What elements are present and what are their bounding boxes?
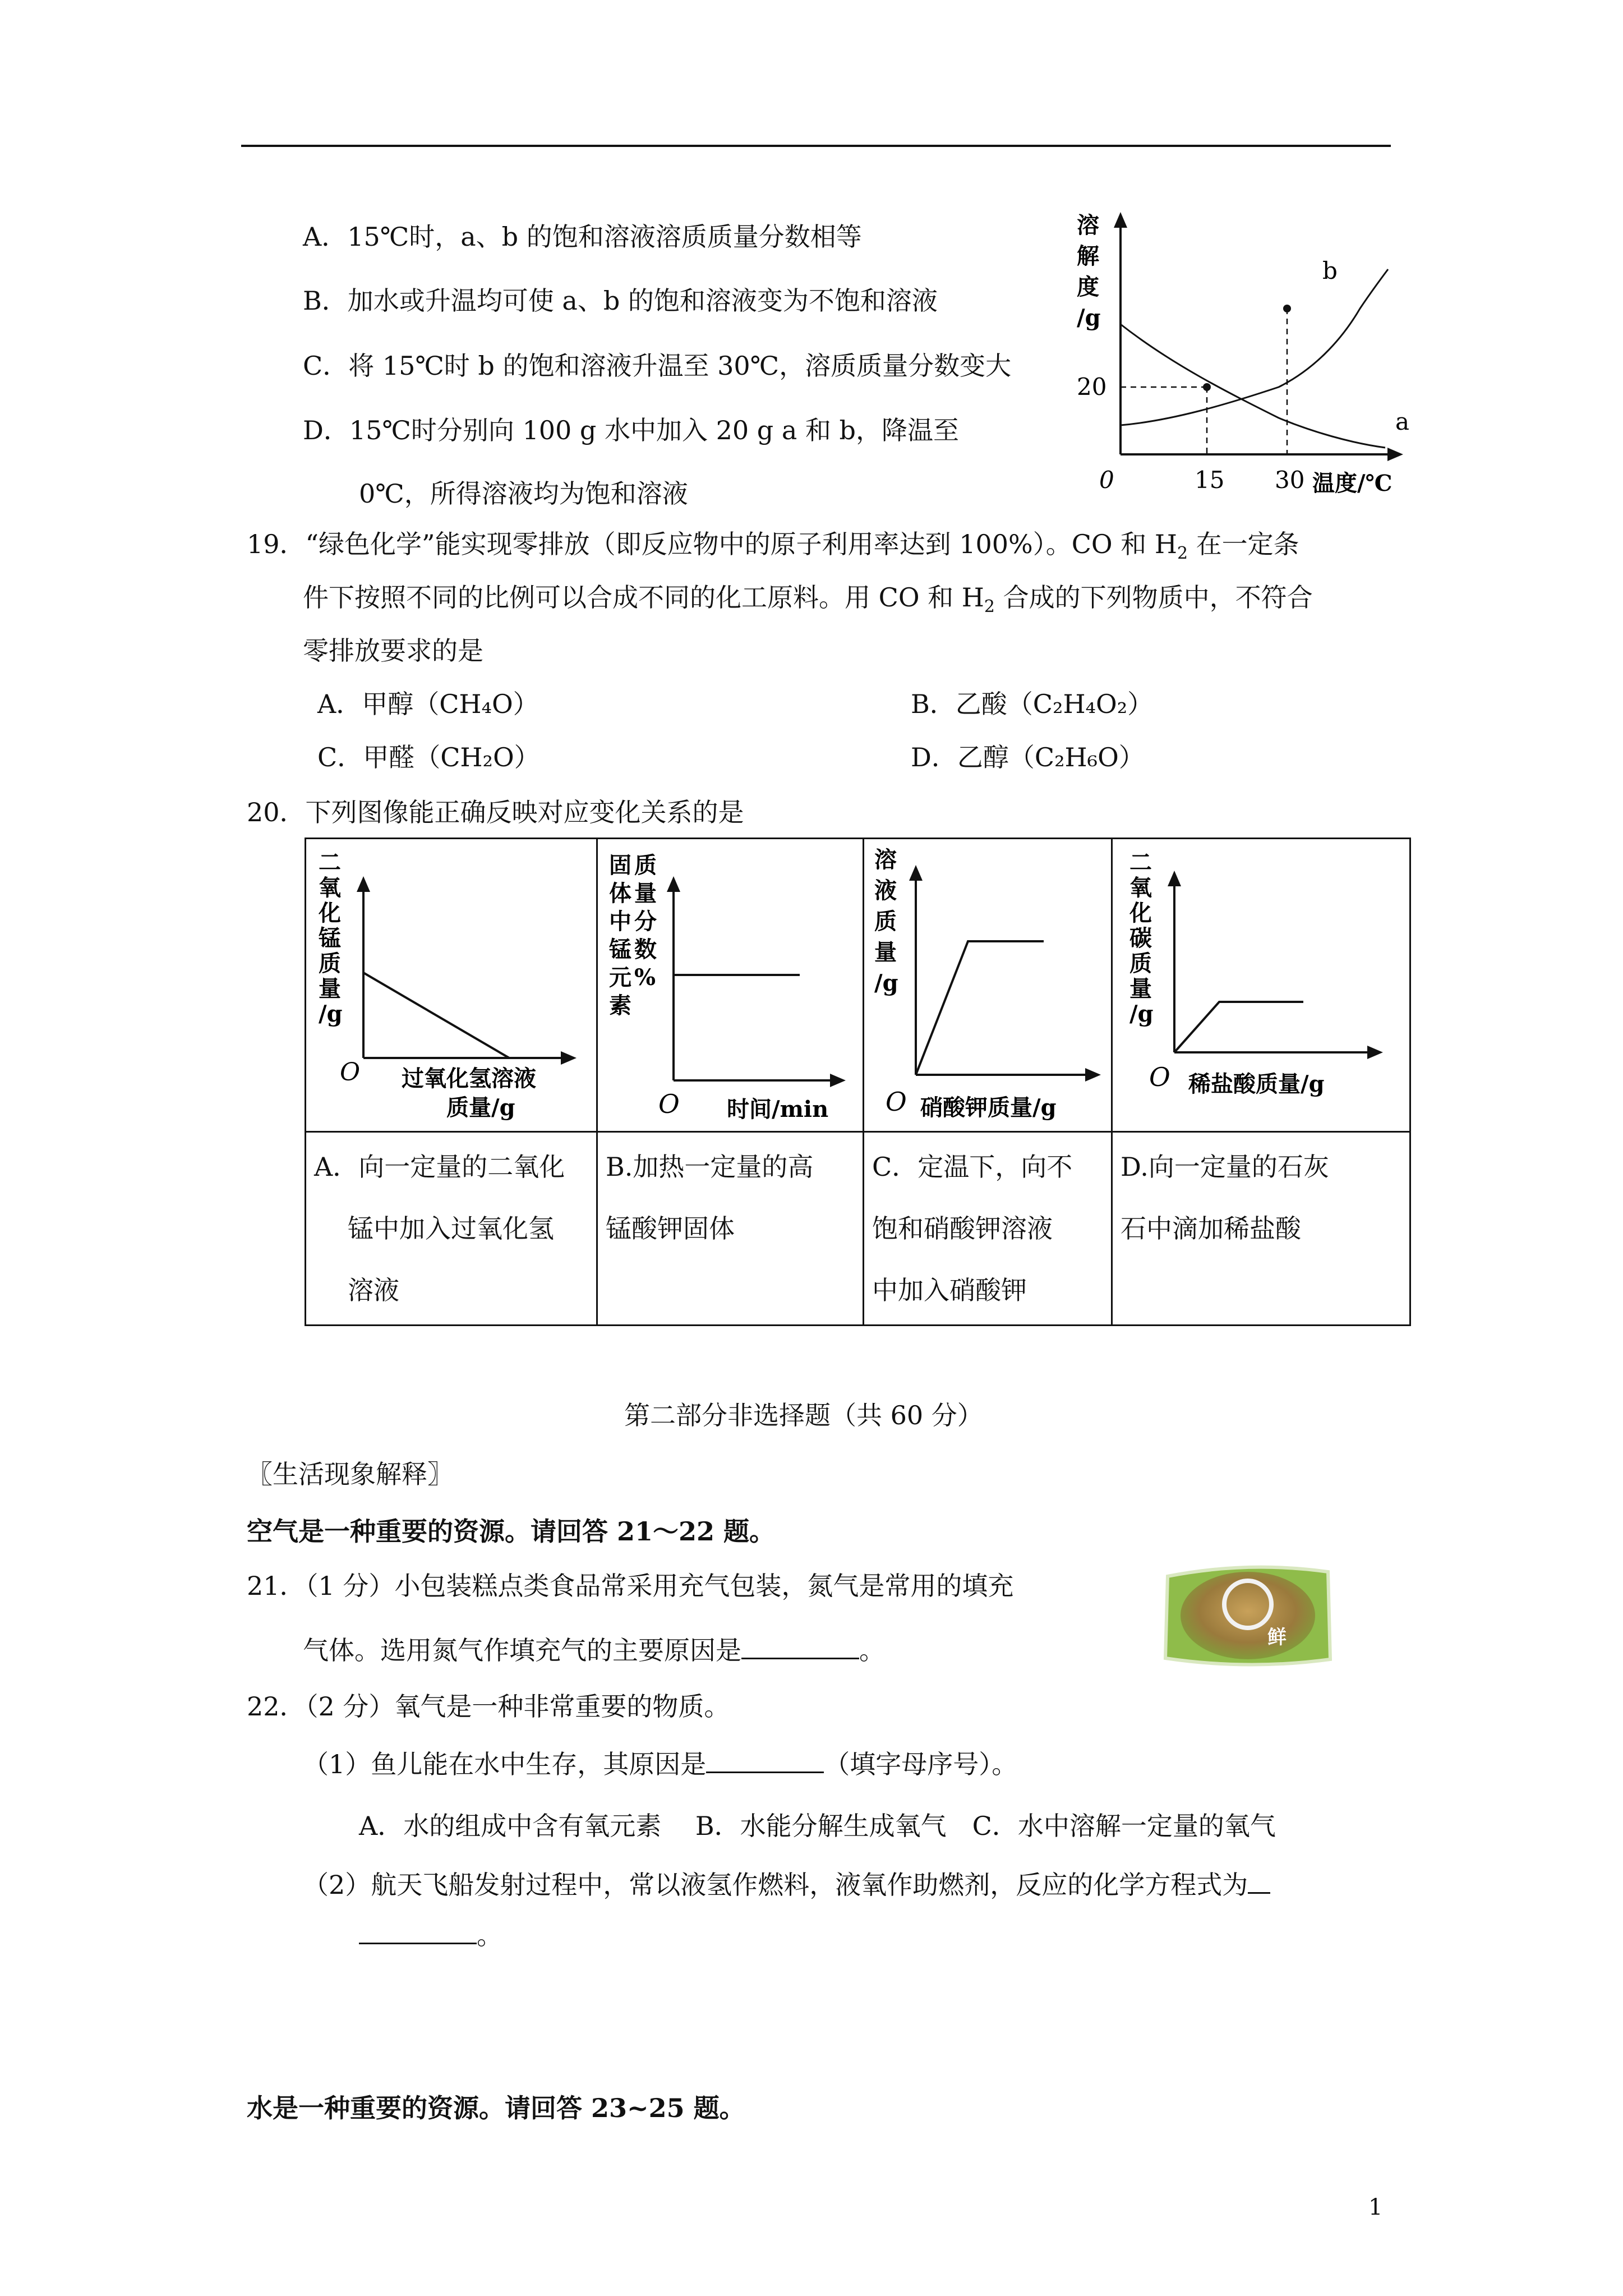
graph-d-ylabel-6: 量 — [1129, 976, 1152, 1002]
graph-d-ylabel-3: 化 — [1129, 900, 1152, 926]
graph-b-ylabel-c1-3: 中 — [609, 908, 631, 935]
graph-a-ylabel-5: 质 — [319, 950, 341, 977]
graph-b-ylabel-c1-6: 素 — [609, 992, 631, 1019]
solubility-b30-point — [1283, 305, 1291, 312]
graph-a-origin: O — [340, 1058, 361, 1087]
solubility-curve-a — [1121, 324, 1385, 448]
graph-c-origin: O — [886, 1087, 907, 1117]
graph-a-ylabel-7: /g — [319, 1001, 343, 1027]
q19-option-a: A．甲醇（CH₄O） — [317, 689, 539, 719]
q20-caption-b — [597, 1132, 864, 1326]
graph-b-ylabel-c2-5: % — [634, 964, 656, 991]
graph-b-ylabel-c2-1: 质 — [634, 852, 657, 878]
q18-option-d-line2: 0℃，所得溶液均为饱和溶液 — [359, 478, 688, 509]
q18-option-c: C．将 15℃时 b 的饱和溶液升温至 30℃，溶质质量分数变大 — [303, 351, 1012, 381]
graph-a-ylabel-3: 化 — [319, 900, 341, 926]
q21-answer-blank[interactable] — [741, 1635, 859, 1659]
q19-option-c: C．甲醛（CH₂O） — [317, 742, 540, 772]
q18-option-b: B．加水或升温均可使 a、b 的饱和溶液变为不饱和溶液 — [303, 286, 938, 316]
graph-a-line — [363, 973, 509, 1058]
q20-options-table — [305, 838, 1411, 1326]
q20-caption-c-line2: 饱和硝酸钾溶液 — [872, 1213, 1053, 1244]
intro-water: 水是一种重要的资源。请回答 23~25 题。 — [247, 2093, 745, 2123]
q20-caption-a-line1: A．向一定量的二氧化 — [314, 1152, 565, 1182]
graph-d-line — [1174, 1002, 1303, 1052]
solubility-x-tick-15: 15 — [1195, 466, 1225, 494]
graph-c-ylabel-5: /g — [874, 970, 898, 996]
solubility-x-tick-30: 30 — [1275, 466, 1305, 494]
q22-part2-answer-blank-b[interactable] — [359, 1920, 477, 1944]
graph-a-xlabel-1: 过氧化氢溶液 — [402, 1065, 536, 1092]
graph-c-ylabel-1: 溶 — [874, 846, 897, 873]
solubility-xlabel: 温度/℃ — [1312, 470, 1393, 496]
graph-b-ylabel-c1-5: 元 — [609, 964, 631, 991]
graph-a-ylabel-4: 锰 — [319, 925, 341, 951]
solubility-y-tick-20: 20 — [1077, 373, 1107, 401]
solubility-ylabel-4: /g — [1077, 305, 1101, 331]
q21-line1: 21．（1 分）小包装糕点类食品常采用充气包装，氮气是常用的填充 — [247, 1571, 1014, 1601]
q22-part2-cont: 。 — [359, 1918, 502, 1952]
q20-caption-d-line1: D.向一定量的石灰 — [1121, 1152, 1329, 1182]
solubility-y-arrow — [1114, 212, 1127, 228]
q18-option-a: A．15℃时，a、b 的饱和溶液溶质质量分数相等 — [303, 222, 862, 252]
q19-option-b: B．乙酸（C₂H₄O₂） — [911, 689, 1154, 719]
package-label: 鲜 — [1267, 1626, 1287, 1649]
solubility-chart — [1060, 208, 1419, 499]
solubility-curve-b — [1121, 269, 1388, 425]
q20-graph-d-cell — [1112, 839, 1410, 1132]
q20-caption-d-line2: 石中滴加稀盐酸 — [1121, 1213, 1301, 1244]
solubility-intersection-point — [1203, 383, 1211, 391]
q21-line2: 气体。选用氮气作填充气的主要原因是 。 — [303, 1635, 885, 1665]
graph-b-xlabel: 时间/min — [727, 1096, 829, 1122]
q20-graph-c-cell — [864, 839, 1112, 1132]
q20-caption-d — [1112, 1132, 1410, 1326]
header-rule — [241, 145, 1391, 147]
graph-c-ylabel-2: 液 — [874, 877, 897, 904]
page-number: 1 — [1368, 2194, 1383, 2220]
q20-caption-c-line1: C．定温下，向不 — [872, 1152, 1073, 1182]
q20-graph-b — [598, 839, 861, 1128]
q20-caption-b-line1: B.加热一定量的高 — [606, 1152, 814, 1182]
graph-b-ylabel-c1-4: 锰 — [609, 936, 631, 963]
solubility-label-b: b — [1322, 257, 1338, 284]
graph-d-xlabel: 稀盐酸质量/g — [1188, 1071, 1325, 1097]
graph-d-ylabel-7: /g — [1129, 1001, 1154, 1027]
q20-graph-b-cell — [597, 839, 864, 1132]
graph-d-ylabel-1: 二 — [1129, 849, 1152, 876]
q19-stem-line1: 19．“绿色化学”能实现零排放（即反应物中的原子利用率达到 100%）。CO 和 $H_2$ 在一定条 — [247, 529, 1299, 564]
graph-b-ylabel-c2-4: 数 — [634, 936, 657, 963]
graph-b-ylabel-c1-1: 固 — [609, 852, 631, 878]
solubility-x-arrow — [1387, 448, 1403, 461]
q22-stem: 22．（2 分）氧气是一种非常重要的物质。 — [247, 1691, 730, 1722]
graph-c-ylabel-3: 质 — [874, 908, 897, 935]
q22-part2-answer-blank-a[interactable] — [1248, 1870, 1270, 1894]
graph-d-origin: O — [1149, 1062, 1170, 1092]
graph-c-ylabel-4: 量 — [874, 939, 897, 965]
part2-title: 第二部分非选择题（共 60 分） — [624, 1400, 983, 1430]
q18-option-d-line1: D．15℃时分别向 100 g 水中加入 20 g a 和 b，降温至 — [303, 415, 959, 445]
solubility-ylabel-2: 解 — [1077, 243, 1099, 269]
q20-caption-c — [864, 1132, 1112, 1326]
graph-c-xlabel: 硝酸钾质量/g — [920, 1094, 1057, 1121]
q20-caption-a — [306, 1132, 597, 1326]
graph-d-ylabel-4: 碳 — [1129, 925, 1152, 951]
solubility-ylabel-3: 度 — [1077, 274, 1099, 300]
graph-a-ylabel-2: 氧 — [319, 875, 341, 901]
q20-graph-a-cell — [306, 839, 597, 1132]
graph-c-line — [916, 941, 1044, 1075]
graph-b-ylabel-c1-2: 体 — [609, 880, 631, 907]
solubility-label-a: a — [1395, 408, 1410, 435]
q20-caption-a-line3: 溶液 — [348, 1275, 399, 1305]
q20-graph-a — [306, 839, 594, 1128]
q19-stem-line2: 件下按照不同的比例可以合成不同的化工原料。用 CO 和 $H_2$ 合成的下列物质中，不符合 — [303, 582, 1313, 617]
solubility-origin: 0 — [1099, 466, 1114, 494]
graph-b-origin: O — [658, 1089, 680, 1119]
packaged-cake-image — [1161, 1559, 1335, 1672]
q20-caption-c-line3: 中加入硝酸钾 — [872, 1275, 1027, 1305]
graph-a-ylabel-6: 量 — [319, 976, 341, 1002]
q20-caption-b-line2: 锰酸钾固体 — [606, 1213, 735, 1244]
q20-graph-d — [1113, 839, 1408, 1128]
q20-stem: 20．下列图像能正确反映对应变化关系的是 — [247, 797, 744, 827]
q22-part1: （1）鱼儿能在水中生存，其原因是 （填字母序号）。 — [303, 1749, 1018, 1779]
q20-graph-c — [864, 839, 1111, 1128]
q22-part2: （2）航天飞船发射过程中，常以液氢作燃料，液氧作助燃剂，反应的化学方程式为 — [303, 1868, 1270, 1902]
graph-b-ylabel-c2-2: 量 — [634, 880, 657, 907]
q22-part1-options: A．水的组成中含有氧元素 B．水能分解生成氧气 C．水中溶解一定量的氧气 — [359, 1811, 1276, 1841]
q19-stem-line3: 零排放要求的是 — [303, 636, 483, 666]
graph-a-ylabel-1: 二 — [319, 849, 341, 876]
q19-option-d: D．乙醇（C₂H₆O） — [911, 742, 1145, 772]
solubility-ylabel-1: 溶 — [1077, 212, 1099, 238]
q22-part1-answer-blank[interactable] — [706, 1749, 824, 1773]
intro-air: 空气是一种重要的资源。请回答 21～22 题。 — [247, 1516, 776, 1547]
graph-d-ylabel-5: 质 — [1129, 950, 1152, 977]
graph-b-ylabel-c2-3: 分 — [634, 908, 657, 935]
graph-d-ylabel-2: 氧 — [1129, 875, 1152, 901]
section-heading: 〖生活现象解释〗 — [247, 1459, 453, 1489]
q20-caption-a-line2: 锰中加入过氧化氢 — [348, 1213, 554, 1244]
graph-a-xlabel-2: 质量/g — [446, 1094, 515, 1121]
